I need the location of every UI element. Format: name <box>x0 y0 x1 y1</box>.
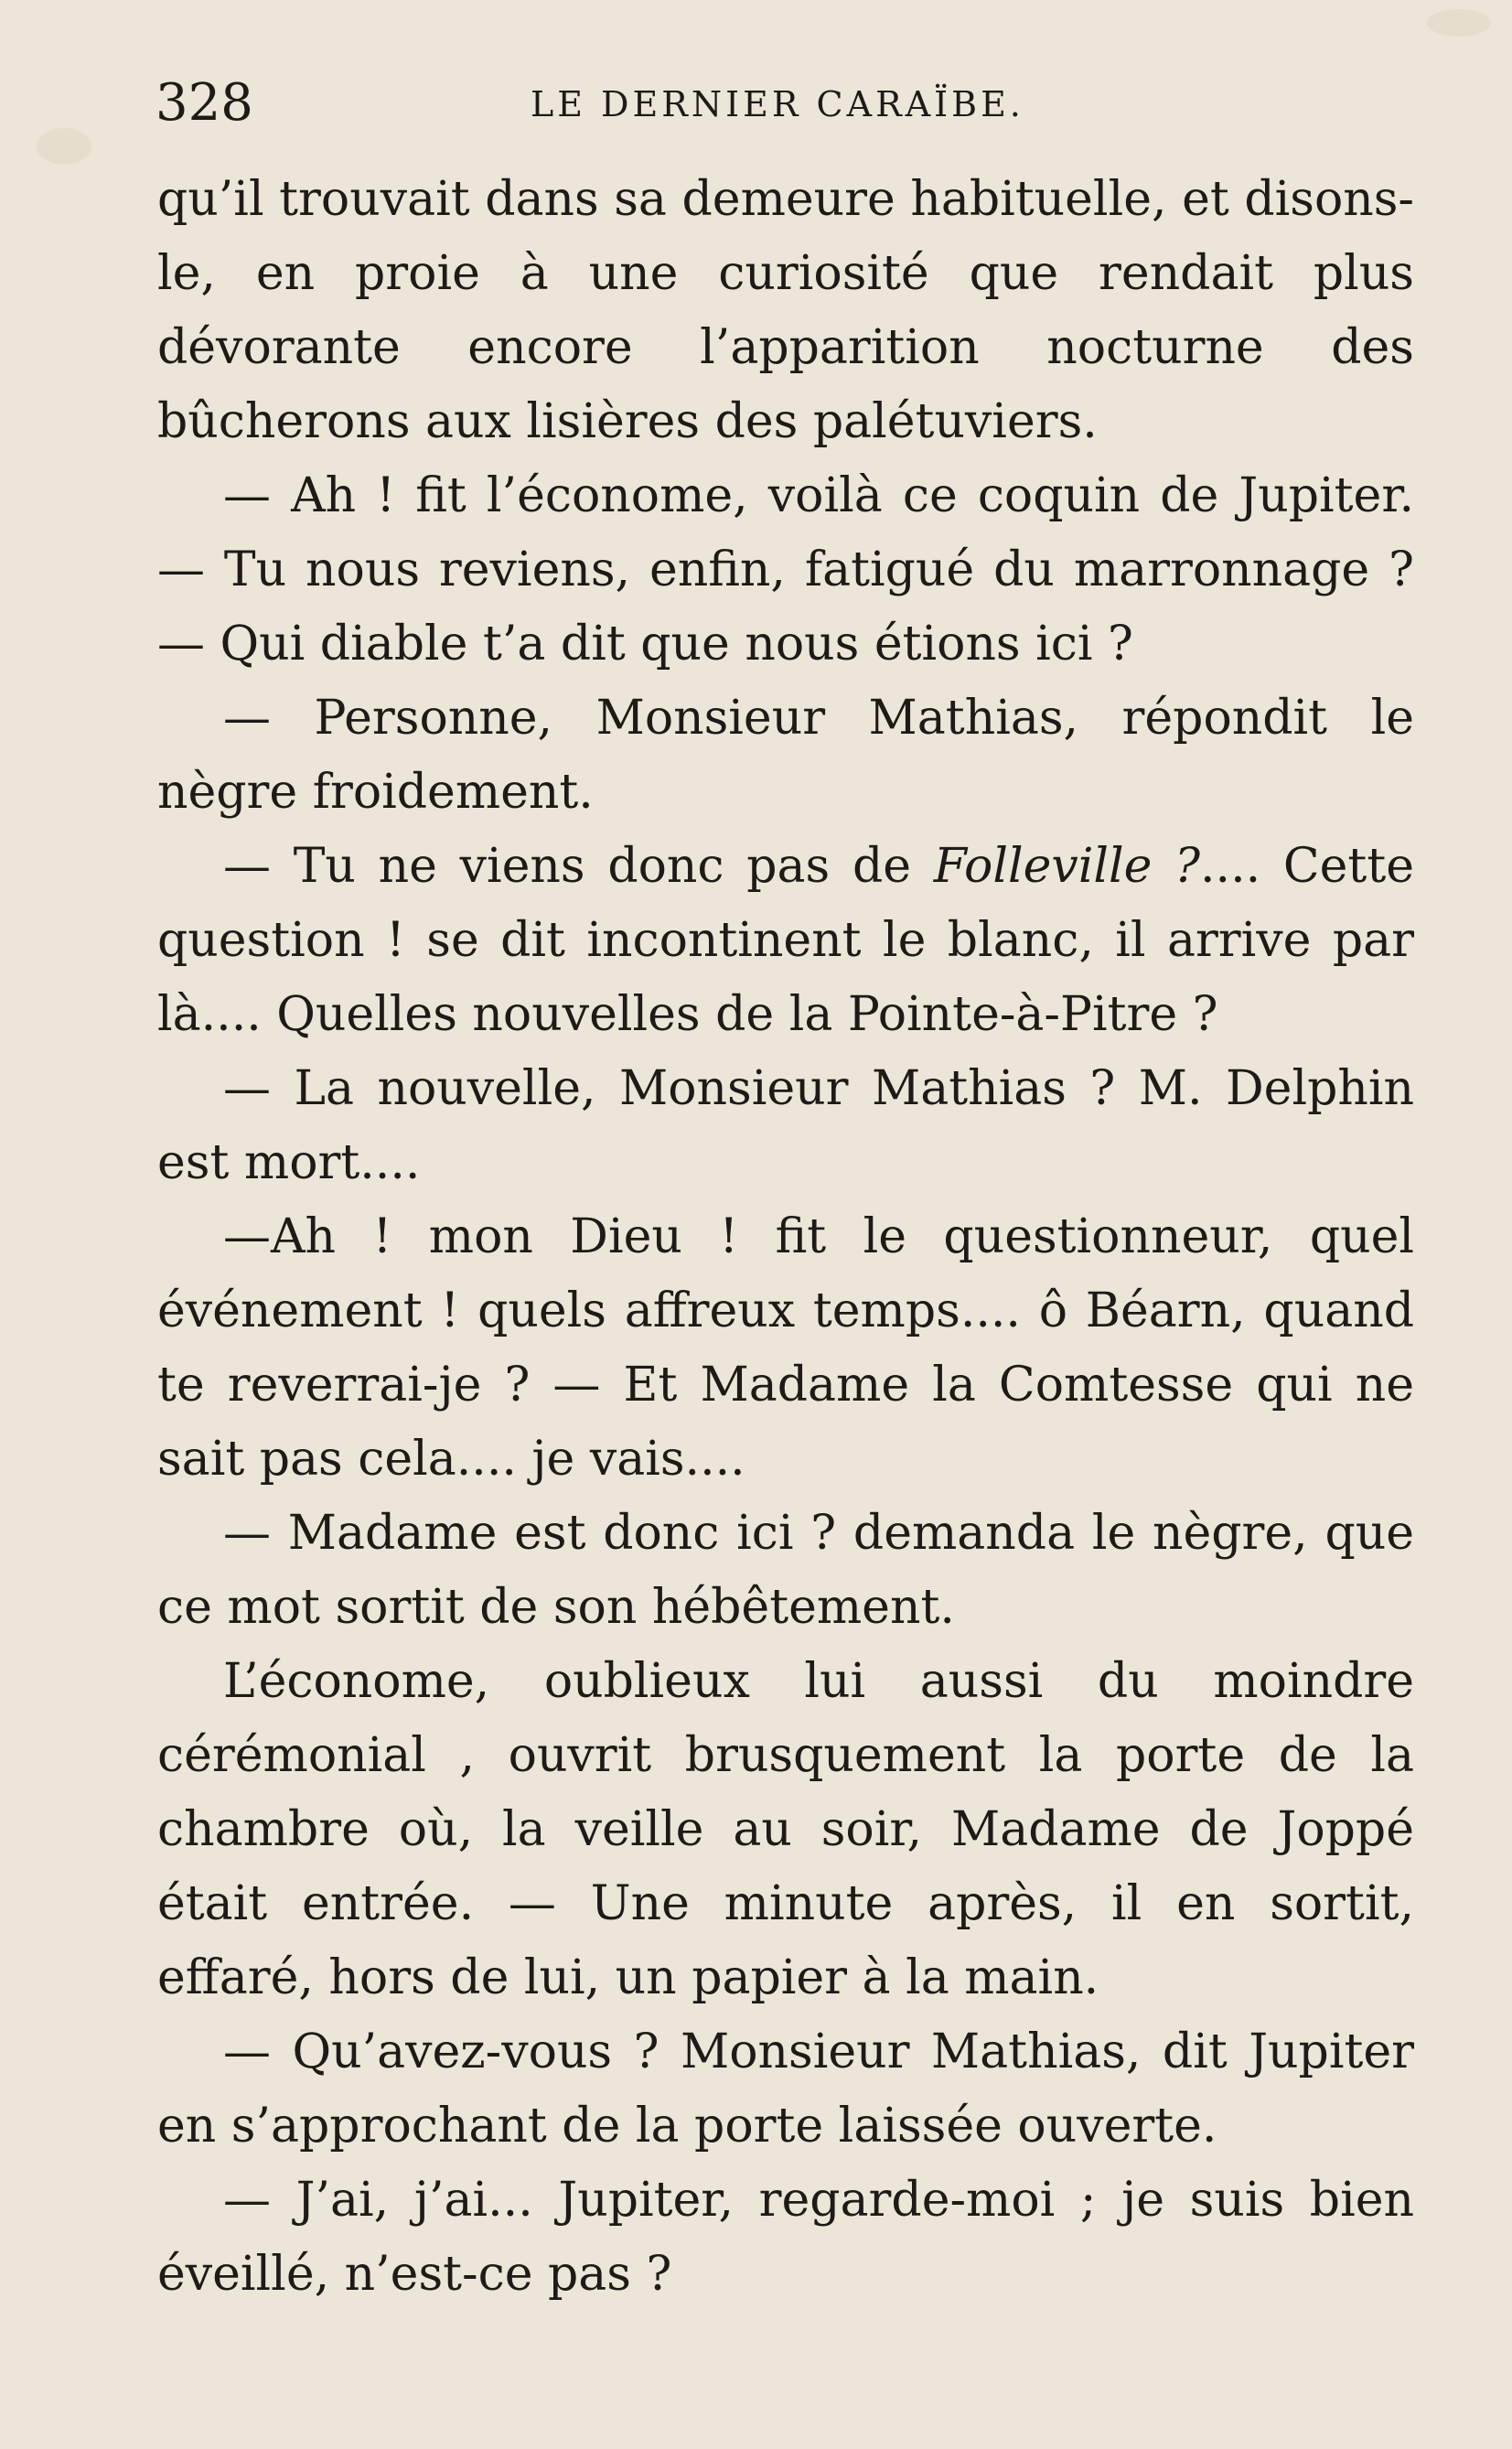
paragraph: L’économe, oublieux lui aussi du moindre cérémonial , ouvrit brusquement la porte de la chambre où, la veille au soir, Madame de Joppé était entrée. — Une minute après, il en sortit, effaré, hors de lui, un papier à la main. <box>157 1654 1414 2005</box>
paragraph-text: — Tu ne viens donc pas de <box>223 839 934 894</box>
paragraph: — Ah ! fit l’économe, voilà ce coquin de Jupiter. — Tu nous reviens, enfin, fatigué du marronnage ? — Qui diable t’a dit que nous étions ici ? <box>157 468 1414 671</box>
paper-stain <box>37 128 91 165</box>
paragraph: — J’ai, j’ai... Jupiter, regarde-moi ; je suis bien éveillé, n’est-ce pas ? <box>157 2173 1414 2302</box>
paragraph: — Qu’avez-vous ? Monsieur Mathias, dit Jupiter en s’approchant de la porte laissée ouverte. <box>157 2025 1414 2154</box>
paragraph-text: .... Cette question ! se dit incontinent le blanc, il arrive par là.... Quelles nouvelles de la Pointe-à-Pitre ? <box>157 839 1414 1042</box>
paragraph: — La nouvelle, Monsieur Mathias ? M. Delphin est mort.... <box>157 1061 1414 1190</box>
running-title: LE DERNIER CARAÏBE. <box>531 84 1024 124</box>
page-number: 328 <box>155 73 253 133</box>
page-header <box>155 71 1422 135</box>
paragraph: —Ah ! mon Dieu ! fit le questionneur, quel événement ! quels affreux temps.... ô Béarn, quand te reverrai-je ? — Et Madame la Comtesse qui ne sait pas cela.... je vais.... <box>157 1209 1414 1487</box>
paragraph: qu’il trouvait dans sa demeure habituelle, et disons-le, en proie à une curiosité que rendait plus dévorante encore l’apparition nocturne des bûcherons aux lisières des palétuviers. <box>157 172 1414 449</box>
paper-stain <box>1427 9 1491 37</box>
paragraph: — Madame est donc ici ? demanda le nègre, que ce mot sortit de son hébêtement. <box>157 1506 1414 1635</box>
body-text <box>157 163 1414 2312</box>
paragraph <box>157 830 1414 1052</box>
italic-place-name: Folleville ? <box>933 839 1201 894</box>
paragraph: — Personne, Monsieur Mathias, répondit le nègre froidement. <box>157 691 1414 820</box>
